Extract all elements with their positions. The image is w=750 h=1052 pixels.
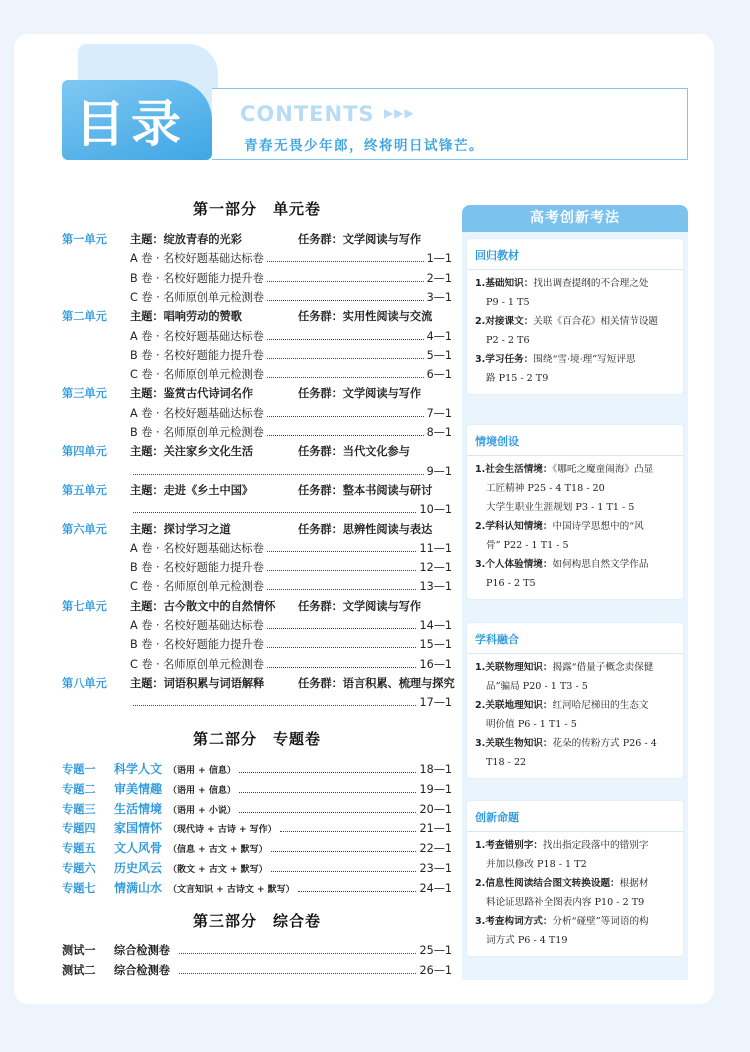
method-item-line — [475, 312, 677, 331]
unit-theme: 主题：关注家乡文化生活 — [130, 445, 254, 459]
unit-theme: 主题：鉴赏古代诗词名作 — [130, 387, 254, 401]
method-item — [467, 270, 683, 312]
topic-tag: （语用 + 信息） — [168, 785, 236, 796]
method-card-title: 回归教材 — [467, 239, 683, 270]
slogan: 青春无畏少年郎，终将明日试锋芒。 — [244, 138, 484, 154]
test-name: 综合检测卷 — [114, 944, 170, 957]
toc-entry-line — [130, 540, 452, 558]
toc-entry[interactable] — [62, 463, 452, 481]
part3-title — [62, 910, 452, 931]
dot-leader — [267, 407, 424, 417]
topic-code: 专题五 — [62, 842, 96, 856]
method-item-text: 关联《百合花》相关情节设题 — [533, 316, 659, 327]
unit-task: 任务群：整本书阅读与研讨 — [298, 483, 433, 497]
dot-leader — [133, 696, 416, 706]
method-item — [467, 654, 683, 696]
toc-entry-label: A 卷 · 名校好题基础达标卷 — [130, 541, 264, 555]
unit-theme: 主题：绽放青春的光彩 — [130, 233, 242, 246]
page-number: 4—1 — [426, 329, 452, 343]
method-card — [466, 622, 684, 779]
topic-entry[interactable] — [62, 839, 452, 857]
toc-entry-label: A 卷 · 名校好题基础达标卷 — [130, 406, 264, 420]
method-item-continued: P16 - 2 T5 — [486, 578, 536, 589]
page-number: 8—1 — [426, 426, 452, 439]
method-item-text: 分析“碰壁”等词语的构 — [552, 916, 649, 927]
topic-name: 生活情境 — [114, 801, 163, 816]
toc-entry[interactable] — [62, 694, 452, 712]
part3-title-b: 综合卷 — [273, 912, 322, 930]
method-item — [467, 696, 683, 734]
method-item-line — [475, 912, 677, 931]
unit-task: 任务群：当代文化参与 — [298, 445, 410, 459]
topic-name: 审美情趣 — [114, 781, 163, 796]
method-item-continued: P9 - 1 T5 — [486, 297, 530, 308]
toc-entry-label: B 卷 · 名校好题能力提升卷 — [130, 561, 264, 575]
method-item-line — [475, 874, 677, 893]
page-number: 9—1 — [426, 464, 452, 478]
page-number: 2—1 — [426, 271, 452, 285]
topic-code: 专题一 — [62, 763, 96, 776]
page-number: 26—1 — [419, 964, 452, 977]
toc-entry-line — [130, 424, 452, 442]
toc-entry[interactable] — [62, 405, 452, 423]
dot-leader — [239, 803, 417, 813]
dot-leader — [133, 503, 416, 513]
method-item-line — [475, 555, 677, 574]
unit-theme: 主题：古今散文中的自然情怀 — [130, 599, 276, 613]
topic-tag: （信息 + 古文 + 默写） — [168, 845, 268, 856]
page-number: 11—1 — [419, 541, 452, 555]
toc-entry-label: B 卷 · 名师原创单元检测卷 — [130, 426, 264, 439]
dot-leader — [271, 842, 417, 852]
toc-entry-label: A 卷 · 名校好题基础达标卷 — [130, 329, 264, 343]
toc-entry-line — [130, 636, 452, 654]
page-number: 17—1 — [419, 696, 452, 710]
unit-row — [62, 385, 452, 403]
page-number: 19—1 — [419, 782, 452, 796]
method-item-text: 如何构思自然文学作品 — [552, 559, 649, 570]
page-number: 14—1 — [419, 619, 452, 632]
dot-leader — [239, 783, 417, 793]
method-item — [467, 874, 683, 912]
method-item — [467, 517, 683, 555]
topic-code: 专题二 — [62, 782, 96, 796]
dot-leader — [267, 561, 417, 571]
method-item-key: 1.基础知识： — [475, 278, 534, 289]
unit-label: 第七单元 — [62, 599, 107, 613]
toc-entry-line — [130, 250, 452, 268]
toc-entry-label: B 卷 · 名校好题能力提升卷 — [130, 271, 264, 285]
dot-leader — [271, 862, 417, 872]
dot-leader — [267, 426, 424, 436]
page-number: 25—1 — [419, 944, 452, 957]
part2-title-a: 第二部分 — [192, 730, 257, 748]
topic-tag: （现代诗 + 古诗 + 写作） — [168, 825, 277, 836]
part2-title — [62, 728, 452, 749]
part1-title — [62, 198, 452, 219]
method-item-continued: T18 - 22 — [486, 757, 527, 768]
method-item-key: 3.学习任务： — [475, 354, 534, 365]
method-card — [466, 238, 684, 395]
toc-entry[interactable] — [62, 270, 452, 288]
toc-entry-line — [130, 463, 452, 481]
topic-name: 文人风骨 — [114, 841, 163, 856]
dot-leader — [267, 619, 417, 629]
method-item-line — [475, 836, 677, 855]
topic-entry[interactable] — [62, 800, 452, 818]
method-item-key: 1.关联物理知识： — [475, 662, 553, 673]
dot-leader — [267, 252, 424, 262]
dot-leader — [179, 944, 417, 954]
method-item-continued: 并加以修改 P18 - 1 T2 — [486, 859, 587, 870]
method-item-continued: 品”骗局 P20 - 1 T3 - 5 — [486, 681, 588, 692]
page-number: 13—1 — [419, 580, 452, 594]
toc-entry-line — [130, 347, 452, 365]
unit-theme: 主题：唱响劳动的赞歌 — [130, 310, 242, 324]
method-item-continued: 料论证思路补全图表内容 P10 - 2 T9 — [486, 897, 645, 908]
topic-entry[interactable] — [62, 780, 452, 798]
dot-leader — [298, 882, 417, 892]
page-number: 3—1 — [426, 290, 452, 304]
toc-entry[interactable] — [62, 501, 452, 519]
method-item-continued: 工匠精神 P25 - 4 T18 - 20 — [486, 483, 605, 494]
method-item — [467, 350, 683, 388]
method-item-key: 1.社会生活情境： — [475, 464, 553, 475]
toc-entry-line — [130, 656, 452, 674]
topic-entry[interactable] — [62, 859, 452, 877]
method-item-text: 揭露“借量子概念卖保健 — [552, 662, 654, 673]
method-item — [467, 912, 683, 950]
method-item-key: 2.信息性阅读结合图文转换设题： — [475, 878, 620, 889]
method-item-continued: 路 P15 - 2 T9 — [486, 373, 549, 384]
method-item — [467, 456, 683, 517]
method-item-text: 《哪吒之魔童闹海》凸显 — [552, 464, 654, 475]
page-number: 21—1 — [419, 822, 452, 836]
toc-entry[interactable] — [62, 289, 452, 307]
toc-entry[interactable] — [62, 366, 452, 384]
toc-entry-line — [130, 617, 452, 635]
method-item-line — [475, 274, 677, 293]
toc-entry-line — [130, 328, 452, 346]
toc-entry[interactable] — [62, 250, 452, 268]
page-number: 12—1 — [419, 561, 452, 575]
test-code: 测试一 — [62, 944, 96, 957]
method-card-title: 情境创设 — [467, 425, 683, 456]
toc-entry[interactable] — [62, 636, 452, 654]
unit-task: 任务群：思辨性阅读与表达 — [298, 522, 433, 536]
unit-label: 第五单元 — [62, 483, 107, 497]
toc-entry[interactable] — [62, 540, 452, 558]
unit-label: 第四单元 — [62, 445, 107, 459]
method-item-continued: P2 - 2 T6 — [486, 335, 530, 346]
method-item — [467, 555, 683, 593]
card-padding — [467, 388, 683, 394]
page-number: 23—1 — [419, 862, 452, 875]
method-item-text: 围绕“雪·境·理”写短评思 — [533, 354, 636, 365]
method-item — [467, 734, 683, 772]
topic-name: 家国情怀 — [114, 821, 163, 836]
page-number: 7—1 — [426, 406, 452, 420]
dot-leader — [267, 272, 424, 282]
right-panel-header: 高考创新考法 — [462, 205, 688, 232]
part3-title-a: 第三部分 — [192, 912, 257, 930]
toc-entry[interactable] — [62, 328, 452, 346]
unit-row — [62, 598, 452, 616]
method-item-line — [475, 517, 677, 536]
toc-entry-label: C 卷 · 名师原创单元检测卷 — [130, 657, 264, 671]
contents-label: CONTENTS — [240, 102, 375, 126]
toc-entry-label: B 卷 · 名校好题能力提升卷 — [130, 638, 264, 652]
method-item — [467, 832, 683, 874]
unit-row — [62, 521, 452, 539]
method-item-line — [475, 734, 677, 753]
method-item-line — [475, 460, 677, 479]
dot-leader — [267, 291, 424, 301]
method-item-key: 3.关联生物知识： — [475, 738, 553, 749]
unit-theme: 主题：探讨学习之道 — [130, 522, 231, 536]
method-card — [466, 800, 684, 957]
dot-leader — [267, 638, 417, 648]
method-item-key: 3.考查构词方式： — [475, 916, 553, 927]
unit-label: 第一单元 — [62, 233, 107, 246]
page-number: 22—1 — [419, 842, 452, 856]
topic-entry[interactable] — [62, 760, 452, 778]
method-item — [467, 312, 683, 350]
page-number: 20—1 — [419, 802, 452, 816]
card-padding — [467, 772, 683, 778]
dot-leader — [280, 822, 417, 832]
unit-label: 第六单元 — [62, 522, 107, 536]
unit-row — [62, 482, 452, 500]
topic-name: 情满山水 — [114, 880, 163, 895]
method-card-title: 学科融合 — [467, 623, 683, 654]
toc-entry-line — [130, 289, 452, 307]
dot-leader — [267, 580, 417, 590]
toc-entry-line — [130, 366, 452, 384]
page-number: 1—1 — [426, 252, 452, 266]
toc-entry[interactable] — [62, 656, 452, 674]
method-item-key: 2.对接课文： — [475, 316, 534, 327]
topic-code: 专题七 — [62, 881, 96, 895]
toc-entry[interactable] — [62, 617, 452, 635]
topic-tag: （语用 + 信息） — [168, 766, 236, 776]
part2-title-b: 专题卷 — [273, 730, 322, 748]
arrows-icon: ▶▶▶ — [384, 106, 415, 120]
test-entry[interactable] — [62, 942, 452, 960]
unit-task: 任务群：文学阅读与写作 — [298, 599, 422, 613]
dot-leader — [267, 542, 417, 552]
method-card-title: 创新命题 — [467, 801, 683, 832]
method-item-text: 中国诗学思想中的“风 — [552, 521, 644, 532]
dot-leader — [267, 330, 424, 340]
dot-leader — [267, 368, 424, 378]
toc-entry-line — [130, 559, 452, 577]
page-number: 10—1 — [419, 503, 452, 517]
topic-entry[interactable] — [62, 879, 452, 897]
page-number: 5—1 — [426, 348, 452, 362]
topic-code: 专题六 — [62, 862, 96, 875]
topic-code: 专题三 — [62, 802, 96, 816]
unit-label: 第二单元 — [62, 310, 107, 324]
card-padding — [467, 950, 683, 956]
page-number: 15—1 — [419, 638, 452, 652]
toc-entry-label: B 卷 · 名校好题能力提升卷 — [130, 348, 264, 362]
method-item-key: 2.关联地理知识： — [475, 700, 553, 711]
toc-entry-line — [130, 405, 452, 423]
topic-entry[interactable] — [62, 819, 452, 837]
method-item-line — [475, 658, 677, 677]
toc-entry[interactable] — [62, 424, 452, 442]
method-card — [466, 424, 684, 600]
method-item-line — [475, 696, 677, 715]
dot-leader — [179, 964, 417, 974]
method-item-key: 3.个人体验情境： — [475, 559, 553, 570]
toc-entry-label: C 卷 · 名师原创单元检测卷 — [130, 290, 264, 304]
dot-leader — [267, 349, 424, 359]
method-item-continued: 骨” P22 - 1 T1 - 5 — [486, 540, 569, 551]
topic-name: 科学人文 — [114, 762, 163, 776]
method-item-text: 找出调查提纲的不合理之处 — [533, 278, 649, 289]
unit-row — [62, 675, 455, 693]
dot-leader — [239, 763, 417, 773]
toc-entry-label: A 卷 · 名校好题基础达标卷 — [130, 619, 264, 632]
card-padding — [467, 593, 683, 599]
method-item-text: 花朵的传粉方式 P26 - 4 — [552, 738, 657, 749]
method-item-continued: 明价值 P6 - 1 T1 - 5 — [486, 719, 577, 730]
page-number: 18—1 — [419, 763, 452, 776]
unit-task: 任务群：语言积累、梳理与探究 — [298, 676, 455, 690]
toc-entry-line — [130, 501, 452, 519]
part1-title-b: 单元卷 — [273, 200, 322, 218]
method-item-key: 2.学科认知情境： — [475, 521, 553, 532]
unit-theme: 主题：走进《乡土中国》 — [130, 483, 254, 497]
unit-theme: 主题：词语积累与词语解释 — [130, 676, 265, 690]
dot-leader — [133, 465, 424, 475]
page-number: 6—1 — [426, 368, 452, 382]
test-code: 测试二 — [62, 964, 96, 977]
topic-tag: （文言知识 + 古诗文 + 默写） — [168, 884, 295, 895]
unit-label: 第三单元 — [62, 387, 107, 401]
toc-entry[interactable] — [62, 578, 452, 596]
toc-entry-label: A 卷 · 名校好题基础达标卷 — [130, 252, 264, 266]
method-item-text: 红河哈尼梯田的生态文 — [552, 700, 649, 711]
topic-name: 历史风云 — [114, 861, 163, 875]
dot-leader — [267, 658, 417, 668]
part1-title-a: 第一部分 — [192, 200, 257, 218]
unit-label: 第八单元 — [62, 676, 107, 690]
toc-entry-label: C 卷 · 名师原创单元检测卷 — [130, 368, 264, 382]
method-item-line — [475, 350, 677, 369]
test-entry[interactable] — [62, 962, 452, 980]
method-item-continued: 词方式 P6 - 4 T19 — [486, 935, 568, 946]
method-item-text: 根据材 — [619, 878, 649, 889]
method-item-text: 找出指定段落中的错别字 — [542, 840, 649, 851]
method-item-key: 1.考查错别字： — [475, 840, 543, 851]
unit-task: 任务群：文学阅读与写作 — [298, 233, 422, 246]
unit-row — [62, 308, 452, 326]
toc-entry-line — [130, 270, 452, 288]
method-item-continued: 大学生职业生涯规划 P3 - 1 T1 - 5 — [486, 502, 635, 513]
page-number: 24—1 — [419, 881, 452, 895]
unit-row — [62, 443, 452, 461]
topic-tag: （语用 + 小说） — [168, 805, 236, 816]
toc-entry[interactable] — [62, 559, 452, 577]
toc-entry-line — [130, 578, 452, 596]
unit-task: 任务群：文学阅读与写作 — [298, 387, 422, 401]
toc-entry-line — [130, 694, 452, 712]
test-name: 综合检测卷 — [114, 964, 170, 977]
toc-entry[interactable] — [62, 347, 452, 365]
unit-task: 任务群：实用性阅读与交流 — [298, 310, 433, 324]
topic-tag: （散文 + 古文 + 默写） — [168, 865, 268, 875]
unit-row — [62, 231, 452, 249]
toc-entry-label: C 卷 · 名师原创单元检测卷 — [130, 580, 264, 594]
page-title: 目录 — [75, 95, 187, 153]
topic-code: 专题四 — [62, 822, 96, 836]
page-number: 16—1 — [419, 657, 452, 671]
